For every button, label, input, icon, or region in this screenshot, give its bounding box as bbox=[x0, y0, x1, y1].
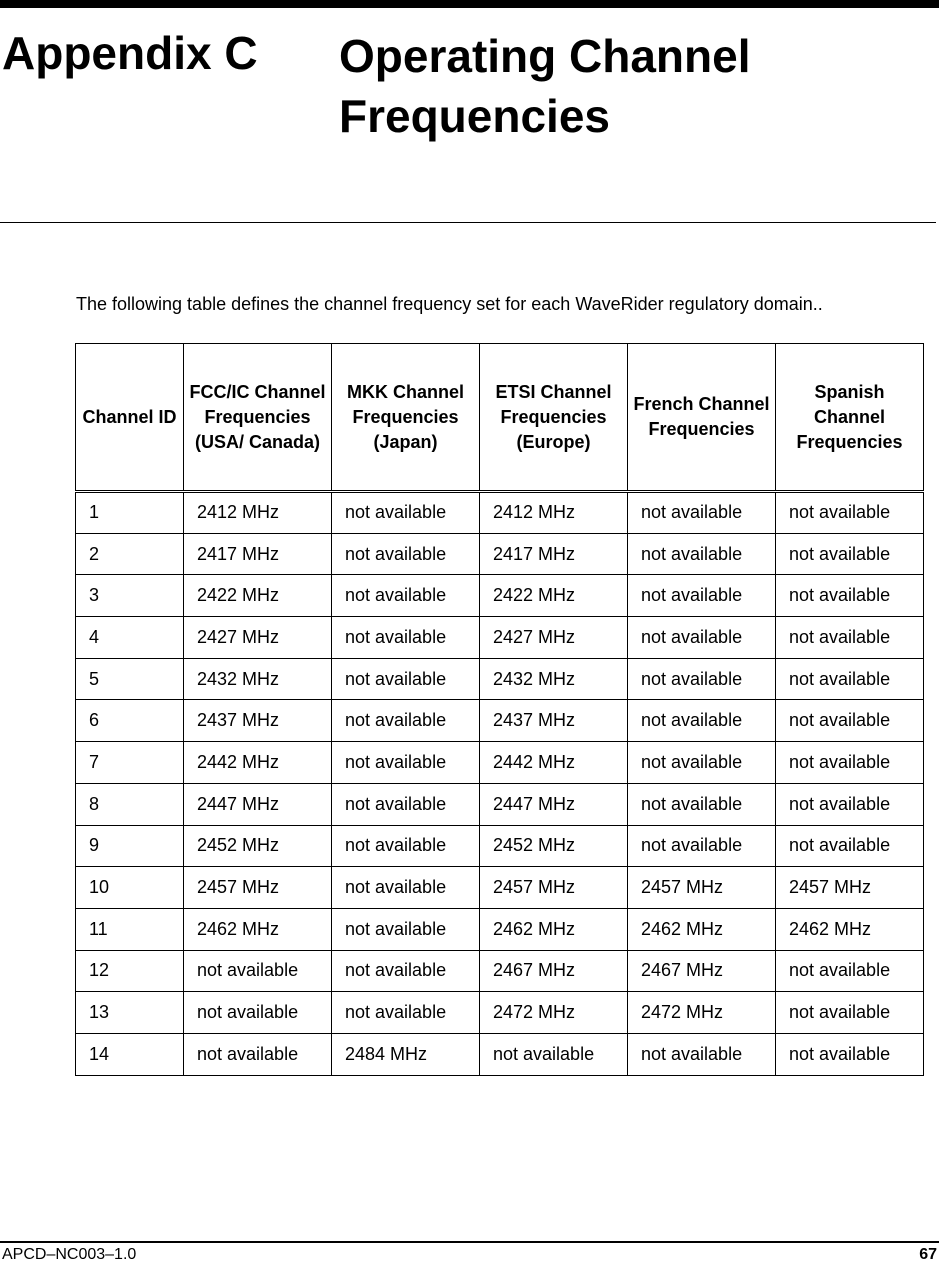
table-row bbox=[76, 742, 924, 784]
table-row bbox=[76, 783, 924, 825]
table-cell: 2462 MHz bbox=[776, 908, 924, 950]
table-cell: not available bbox=[332, 742, 480, 784]
table-body bbox=[76, 492, 924, 1076]
table-cell: not available bbox=[628, 533, 776, 575]
table-row bbox=[76, 950, 924, 992]
table-cell: not available bbox=[332, 825, 480, 867]
table-cell: 10 bbox=[76, 867, 184, 909]
table-cell: 2412 MHz bbox=[184, 492, 332, 534]
table-cell: not available bbox=[332, 700, 480, 742]
appendix-label: Appendix C bbox=[2, 27, 258, 79]
table-cell: 2467 MHz bbox=[628, 950, 776, 992]
table-cell: not available bbox=[628, 617, 776, 659]
table-cell: not available bbox=[628, 1033, 776, 1075]
table-cell: 13 bbox=[76, 992, 184, 1034]
table-cell: not available bbox=[332, 492, 480, 534]
table-cell: 2417 MHz bbox=[184, 533, 332, 575]
table-row bbox=[76, 867, 924, 909]
header-cell: FCC/IC Channel Frequencies (USA/ Canada) bbox=[184, 344, 332, 492]
document-id: APCD–NC003–1.0 bbox=[2, 1246, 137, 1263]
table-cell: 2462 MHz bbox=[628, 908, 776, 950]
table-cell: 2462 MHz bbox=[184, 908, 332, 950]
table-row bbox=[76, 617, 924, 659]
table-cell: 2472 MHz bbox=[480, 992, 628, 1034]
table-cell: not available bbox=[776, 533, 924, 575]
table-cell: 2452 MHz bbox=[184, 825, 332, 867]
table-cell: not available bbox=[628, 825, 776, 867]
table-cell: 12 bbox=[76, 950, 184, 992]
table-cell: 2457 MHz bbox=[184, 867, 332, 909]
table-cell: not available bbox=[332, 783, 480, 825]
table-cell: 4 bbox=[76, 617, 184, 659]
table-cell: 2462 MHz bbox=[480, 908, 628, 950]
table-row bbox=[76, 992, 924, 1034]
table-cell: 2422 MHz bbox=[480, 575, 628, 617]
table-cell: 2452 MHz bbox=[480, 825, 628, 867]
table-cell: 1 bbox=[76, 492, 184, 534]
header-cell: ETSI Channel Frequencies (Europe) bbox=[480, 344, 628, 492]
table-cell: not available bbox=[332, 950, 480, 992]
table-cell: not available bbox=[332, 658, 480, 700]
table-cell: not available bbox=[332, 533, 480, 575]
table-cell: 2472 MHz bbox=[628, 992, 776, 1034]
table-cell: 2412 MHz bbox=[480, 492, 628, 534]
table-cell: not available bbox=[628, 783, 776, 825]
table-row bbox=[76, 1033, 924, 1075]
table-row bbox=[76, 700, 924, 742]
table-cell: 2437 MHz bbox=[480, 700, 628, 742]
table-row bbox=[76, 533, 924, 575]
table-cell: not available bbox=[332, 992, 480, 1034]
table-cell: not available bbox=[776, 492, 924, 534]
table-cell: 2457 MHz bbox=[776, 867, 924, 909]
table-cell: 6 bbox=[76, 700, 184, 742]
table-cell: not available bbox=[776, 658, 924, 700]
header-cell: MKK Channel Frequencies (Japan) bbox=[332, 344, 480, 492]
table-cell: 2432 MHz bbox=[480, 658, 628, 700]
header-cell: Channel ID bbox=[76, 344, 184, 492]
table-cell: not available bbox=[776, 742, 924, 784]
table-row bbox=[76, 575, 924, 617]
table-cell: 5 bbox=[76, 658, 184, 700]
table-cell: 7 bbox=[76, 742, 184, 784]
header-cell: French Channel Frequencies bbox=[628, 344, 776, 492]
table-cell: not available bbox=[184, 992, 332, 1034]
table-row bbox=[76, 908, 924, 950]
table-cell: not available bbox=[184, 1033, 332, 1075]
table-cell: not available bbox=[332, 617, 480, 659]
table-cell: not available bbox=[776, 783, 924, 825]
table-cell: not available bbox=[628, 700, 776, 742]
table-cell: 2447 MHz bbox=[184, 783, 332, 825]
table-cell: not available bbox=[776, 700, 924, 742]
table-cell: not available bbox=[776, 992, 924, 1034]
table-row bbox=[76, 492, 924, 534]
table-cell: not available bbox=[480, 1033, 628, 1075]
table-row bbox=[76, 825, 924, 867]
table-cell: 2484 MHz bbox=[332, 1033, 480, 1075]
intro-paragraph: The following table defines the channel frequency set for each WaveRider regulatory domain.. bbox=[76, 294, 823, 314]
table-cell: not available bbox=[332, 575, 480, 617]
channel-frequency-table bbox=[75, 343, 924, 1076]
table-cell: 11 bbox=[76, 908, 184, 950]
table-cell: 2427 MHz bbox=[480, 617, 628, 659]
page-title: Operating Channel Frequencies bbox=[339, 30, 751, 142]
table-row bbox=[76, 658, 924, 700]
table-cell: 3 bbox=[76, 575, 184, 617]
table-cell: not available bbox=[332, 867, 480, 909]
top-rule bbox=[0, 0, 939, 8]
header-cell: Spanish Channel Frequencies bbox=[776, 344, 924, 492]
table-cell: 2427 MHz bbox=[184, 617, 332, 659]
table-cell: not available bbox=[776, 617, 924, 659]
table-header bbox=[76, 344, 924, 492]
table-cell: 2417 MHz bbox=[480, 533, 628, 575]
page-number: 67 bbox=[919, 1246, 937, 1263]
table-cell: 2442 MHz bbox=[184, 742, 332, 784]
table-cell: not available bbox=[628, 492, 776, 534]
table-cell: not available bbox=[628, 742, 776, 784]
table-cell: not available bbox=[776, 1033, 924, 1075]
header-row bbox=[76, 344, 924, 492]
table-cell: 2437 MHz bbox=[184, 700, 332, 742]
table-cell: not available bbox=[776, 950, 924, 992]
table-cell: not available bbox=[628, 658, 776, 700]
table-cell: 2467 MHz bbox=[480, 950, 628, 992]
footer-rule bbox=[0, 1241, 939, 1243]
table-cell: not available bbox=[628, 575, 776, 617]
table-cell: 9 bbox=[76, 825, 184, 867]
table-cell: 2457 MHz bbox=[480, 867, 628, 909]
table-cell: 2422 MHz bbox=[184, 575, 332, 617]
table-cell: 2 bbox=[76, 533, 184, 575]
table-cell: not available bbox=[776, 575, 924, 617]
table-cell: not available bbox=[776, 825, 924, 867]
table-cell: not available bbox=[332, 908, 480, 950]
table-cell: 2432 MHz bbox=[184, 658, 332, 700]
table-cell: 2442 MHz bbox=[480, 742, 628, 784]
table-cell: 2447 MHz bbox=[480, 783, 628, 825]
table-cell: 14 bbox=[76, 1033, 184, 1075]
title-divider bbox=[0, 222, 936, 223]
table-cell: not available bbox=[184, 950, 332, 992]
table-cell: 8 bbox=[76, 783, 184, 825]
table-cell: 2457 MHz bbox=[628, 867, 776, 909]
